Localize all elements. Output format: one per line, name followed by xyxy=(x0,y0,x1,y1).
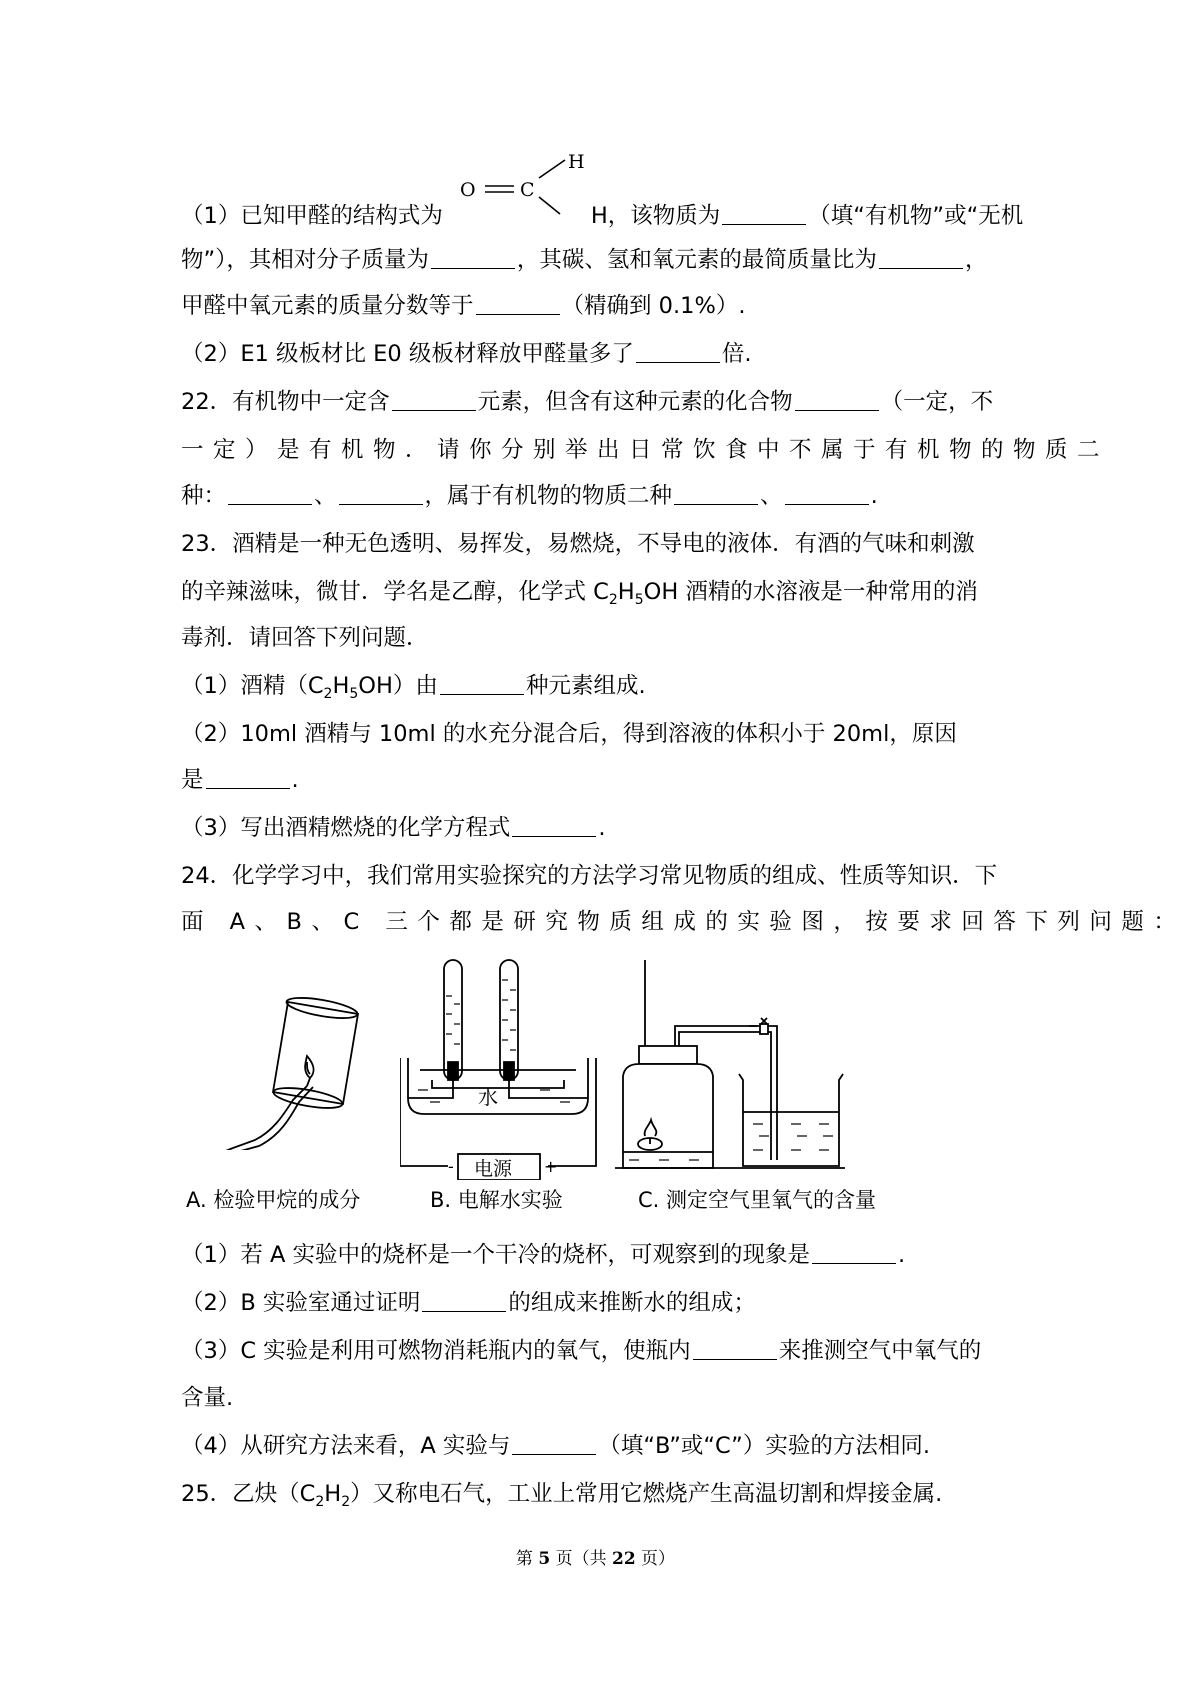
q24-answer-4: （4）从研究方法来看，A 实验与 （填“B”或“C”）实验的方法相同. xyxy=(181,1433,930,1459)
answer-blank[interactable] xyxy=(785,484,869,505)
atom-c: C xyxy=(520,179,535,201)
q24-line-2: 面 A、B、C 三个都是研究物质组成的实验图，按要求回答下列问题： xyxy=(181,909,1186,935)
q23-line-6: 是 . xyxy=(181,767,299,793)
q23-line-4: （1）酒精$(C_2H_5OH)$由 种元素组成. xyxy=(181,673,646,702)
answer-blank[interactable] xyxy=(422,1291,506,1312)
power-label: 电源 xyxy=(474,1158,513,1180)
answer-blank[interactable] xyxy=(440,674,524,695)
q21-line-1: （1）已知甲醛的结构式为 H，该物质为 （填“有机物”或“无机 xyxy=(181,203,1024,229)
answer-blank[interactable] xyxy=(693,1339,777,1360)
answer-blank[interactable] xyxy=(722,204,806,225)
answer-blank[interactable] xyxy=(476,294,560,315)
q24-answer-1: （1）若 A 实验中的烧杯是一个干冷的烧杯，可观察到的现象是 . xyxy=(181,1242,906,1268)
atom-o: O xyxy=(460,179,476,201)
answer-blank[interactable] xyxy=(339,484,423,505)
answer-blank[interactable] xyxy=(512,816,596,837)
q25-line-1: 25．乙炔$(C_2H_2)$又称电石气，工业上常用它燃烧产生高温切割和焊接金属. xyxy=(181,1481,943,1510)
q24-answer-3: （3）C 实验是利用可燃物消耗瓶内的氧气，使瓶内 来推测空气中氧气的 xyxy=(181,1338,982,1364)
q22-line-1: 22．有机物中一定含 元素，但含有这种元素的化合物 （一定，不 xyxy=(181,389,994,415)
caption-b: B. 电解水实验 xyxy=(430,1188,563,1212)
q22-line-3: 种： 、 ，属于有机物的物质二种 、 . xyxy=(181,483,878,509)
caption-a: A. 检验甲烷的成分 xyxy=(186,1188,361,1212)
total-pages: 22 xyxy=(611,1549,636,1569)
minus-sign: - xyxy=(448,1157,454,1176)
figure-b-electrolysis xyxy=(400,958,598,1180)
q24-answer-3-cont: 含量. xyxy=(181,1385,234,1411)
answer-blank[interactable] xyxy=(431,248,515,269)
q23-line-3: 毒剂．请回答下列问题． xyxy=(181,625,429,651)
q24-line-1: 24．化学学习中，我们常用实验探究的方法学习常见物质的组成、性质等知识．下 xyxy=(181,863,998,889)
answer-blank[interactable] xyxy=(392,390,476,411)
q21-line-4: （2）E1 级板材比 E0 级板材释放甲醛量多了 倍. xyxy=(181,341,752,367)
page-number: 5 xyxy=(538,1549,551,1569)
caption-c: C. 测定空气里氧气的含量 xyxy=(638,1188,877,1212)
answer-blank[interactable] xyxy=(206,768,290,789)
answer-blank[interactable] xyxy=(636,342,720,363)
answer-blank[interactable] xyxy=(795,390,879,411)
q23-line-2: 的辛辣滋味，微甘．学名是乙醇，化学式 $C_2H_5OH$ 酒精的水溶液是一种常用的消 xyxy=(181,579,978,608)
q23-line-7: （3）写出酒精燃烧的化学方程式 . xyxy=(181,815,606,841)
answer-blank[interactable] xyxy=(512,1434,596,1455)
answer-blank[interactable] xyxy=(674,484,758,505)
q23-line-5: （2）10ml 酒精与 10ml 的水充分混合后，得到溶液的体积小于 20ml，原因 xyxy=(181,721,957,747)
water-label: 水 xyxy=(478,1085,498,1109)
answer-blank[interactable] xyxy=(228,484,312,505)
figure-a-methane-test xyxy=(215,990,375,1150)
q23-line-1: 23．酒精是一种无色透明、易挥发，易燃烧，不导电的液体．有酒的气味和刺激 xyxy=(181,531,975,557)
q22-line-2: 一定）是有机物．请你分别举出日常饮食中不属于有机物的物质二 xyxy=(181,437,1110,463)
q21-line-3: 甲醛中氧元素的质量分数等于 （精确到 0.1%）. xyxy=(181,293,746,319)
figure-c-oxygen-content xyxy=(615,960,845,1170)
answer-blank[interactable] xyxy=(812,1243,896,1264)
q24-answer-2: （2）B 实验室通过证明 的组成来推断水的组成； xyxy=(181,1290,756,1316)
q21-line-2: 物”），其相对分子质量为 ，其碳、氢和氧元素的最简质量比为 ， xyxy=(181,247,988,273)
atom-h-top: H xyxy=(568,151,585,173)
page-footer: 第 5 页（共 22 页） xyxy=(515,1549,676,1569)
plus-sign: + xyxy=(544,1157,558,1176)
answer-blank[interactable] xyxy=(879,248,963,269)
